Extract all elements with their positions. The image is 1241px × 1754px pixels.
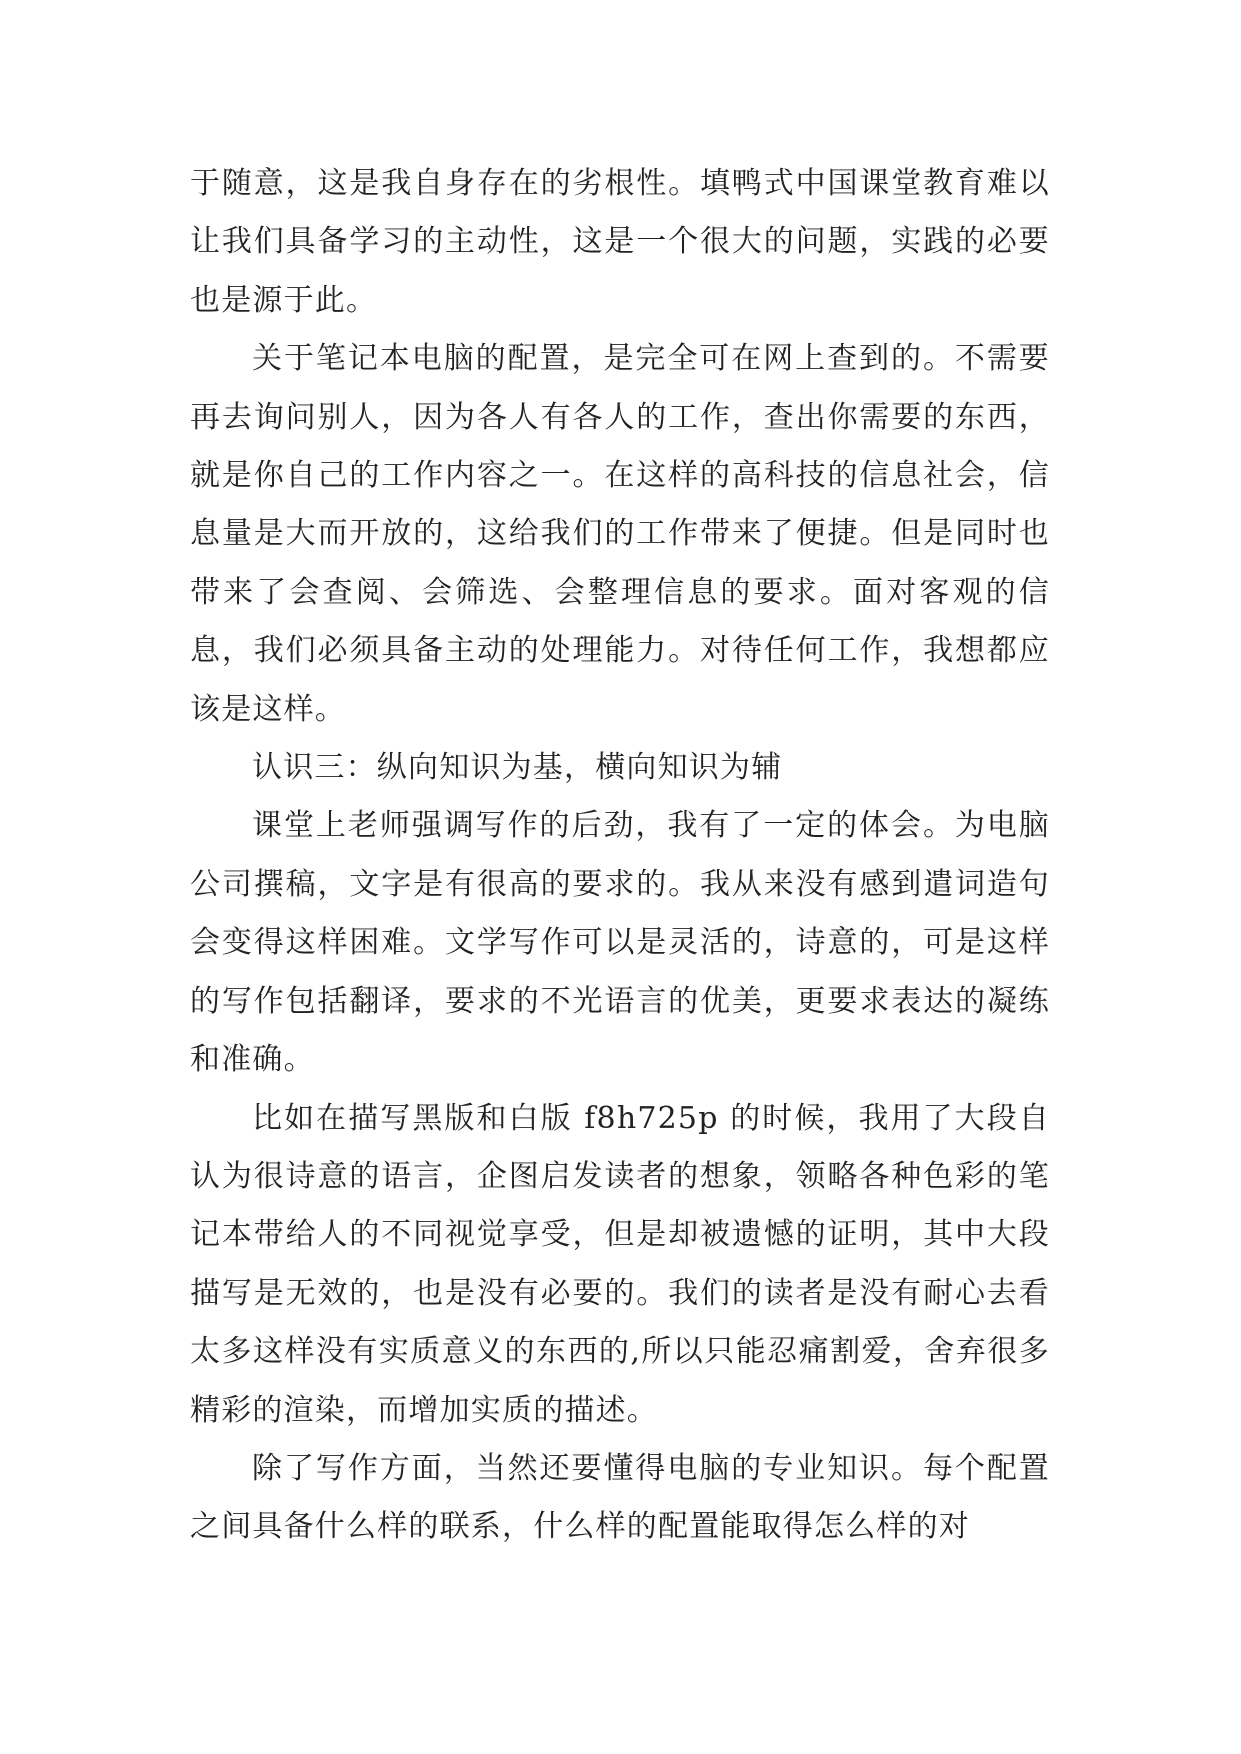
paragraph-5: 除了写作方面，当然还要懂得电脑的专业知识。每个配置之间具备什么样的联系，什么样的配置能取得怎么样的对 [190,1450,1050,1545]
document-body [190,155,1050,1557]
paragraph-3: 课堂上老师强调写作的后劲，我有了一定的体会。为电脑公司撰稿，文字是有很高的要求的。我从来没有感到遣词造句会变得这样困难。文学写作可以是灵活的，诗意的，可是这样的写作包括翻译，要求的不光语言的优美，更要求表达的凝练和准确。 [190,808,1050,1078]
paragraph-1: 于随意，这是我自身存在的劣根性。填鸭式中国课堂教育难以让我们具备学习的主动性，这是一个很大的问题，实践的必要也是源于此。 [190,166,1050,318]
paragraph-2: 关于笔记本电脑的配置，是完全可在网上查到的。不需要再去询问别人，因为各人有各人的工作，查出你需要的东西，就是你自己的工作内容之一。在这样的高科技的信息社会，信息量是大而开放的，这给我们的工作带来了便捷。但是同时也带来了会查阅、会筛选、会整理信息的要求。面对客观的信息，我们必须具备主动的处理能力。对待任何工作，我想都应该是这样。 [190,341,1050,727]
paragraph-4: 比如在描写黑版和白版 f8h725p 的时候，我用了大段自认为很诗意的语言，企图启发读者的想象，领略各种色彩的笔记本带给人的不同视觉享受，但是却被遗憾的证明，其中大段描写是无效的，也是没有必要的。我们的读者是没有耐心去看太多这样没有实质意义的东西的,所以只能忍痛割爱，舍弃很多精彩的渲染，而增加实质的描述。 [190,1100,1050,1428]
section-heading: 认识三：纵向知识为基，横向知识为辅 [252,750,783,786]
